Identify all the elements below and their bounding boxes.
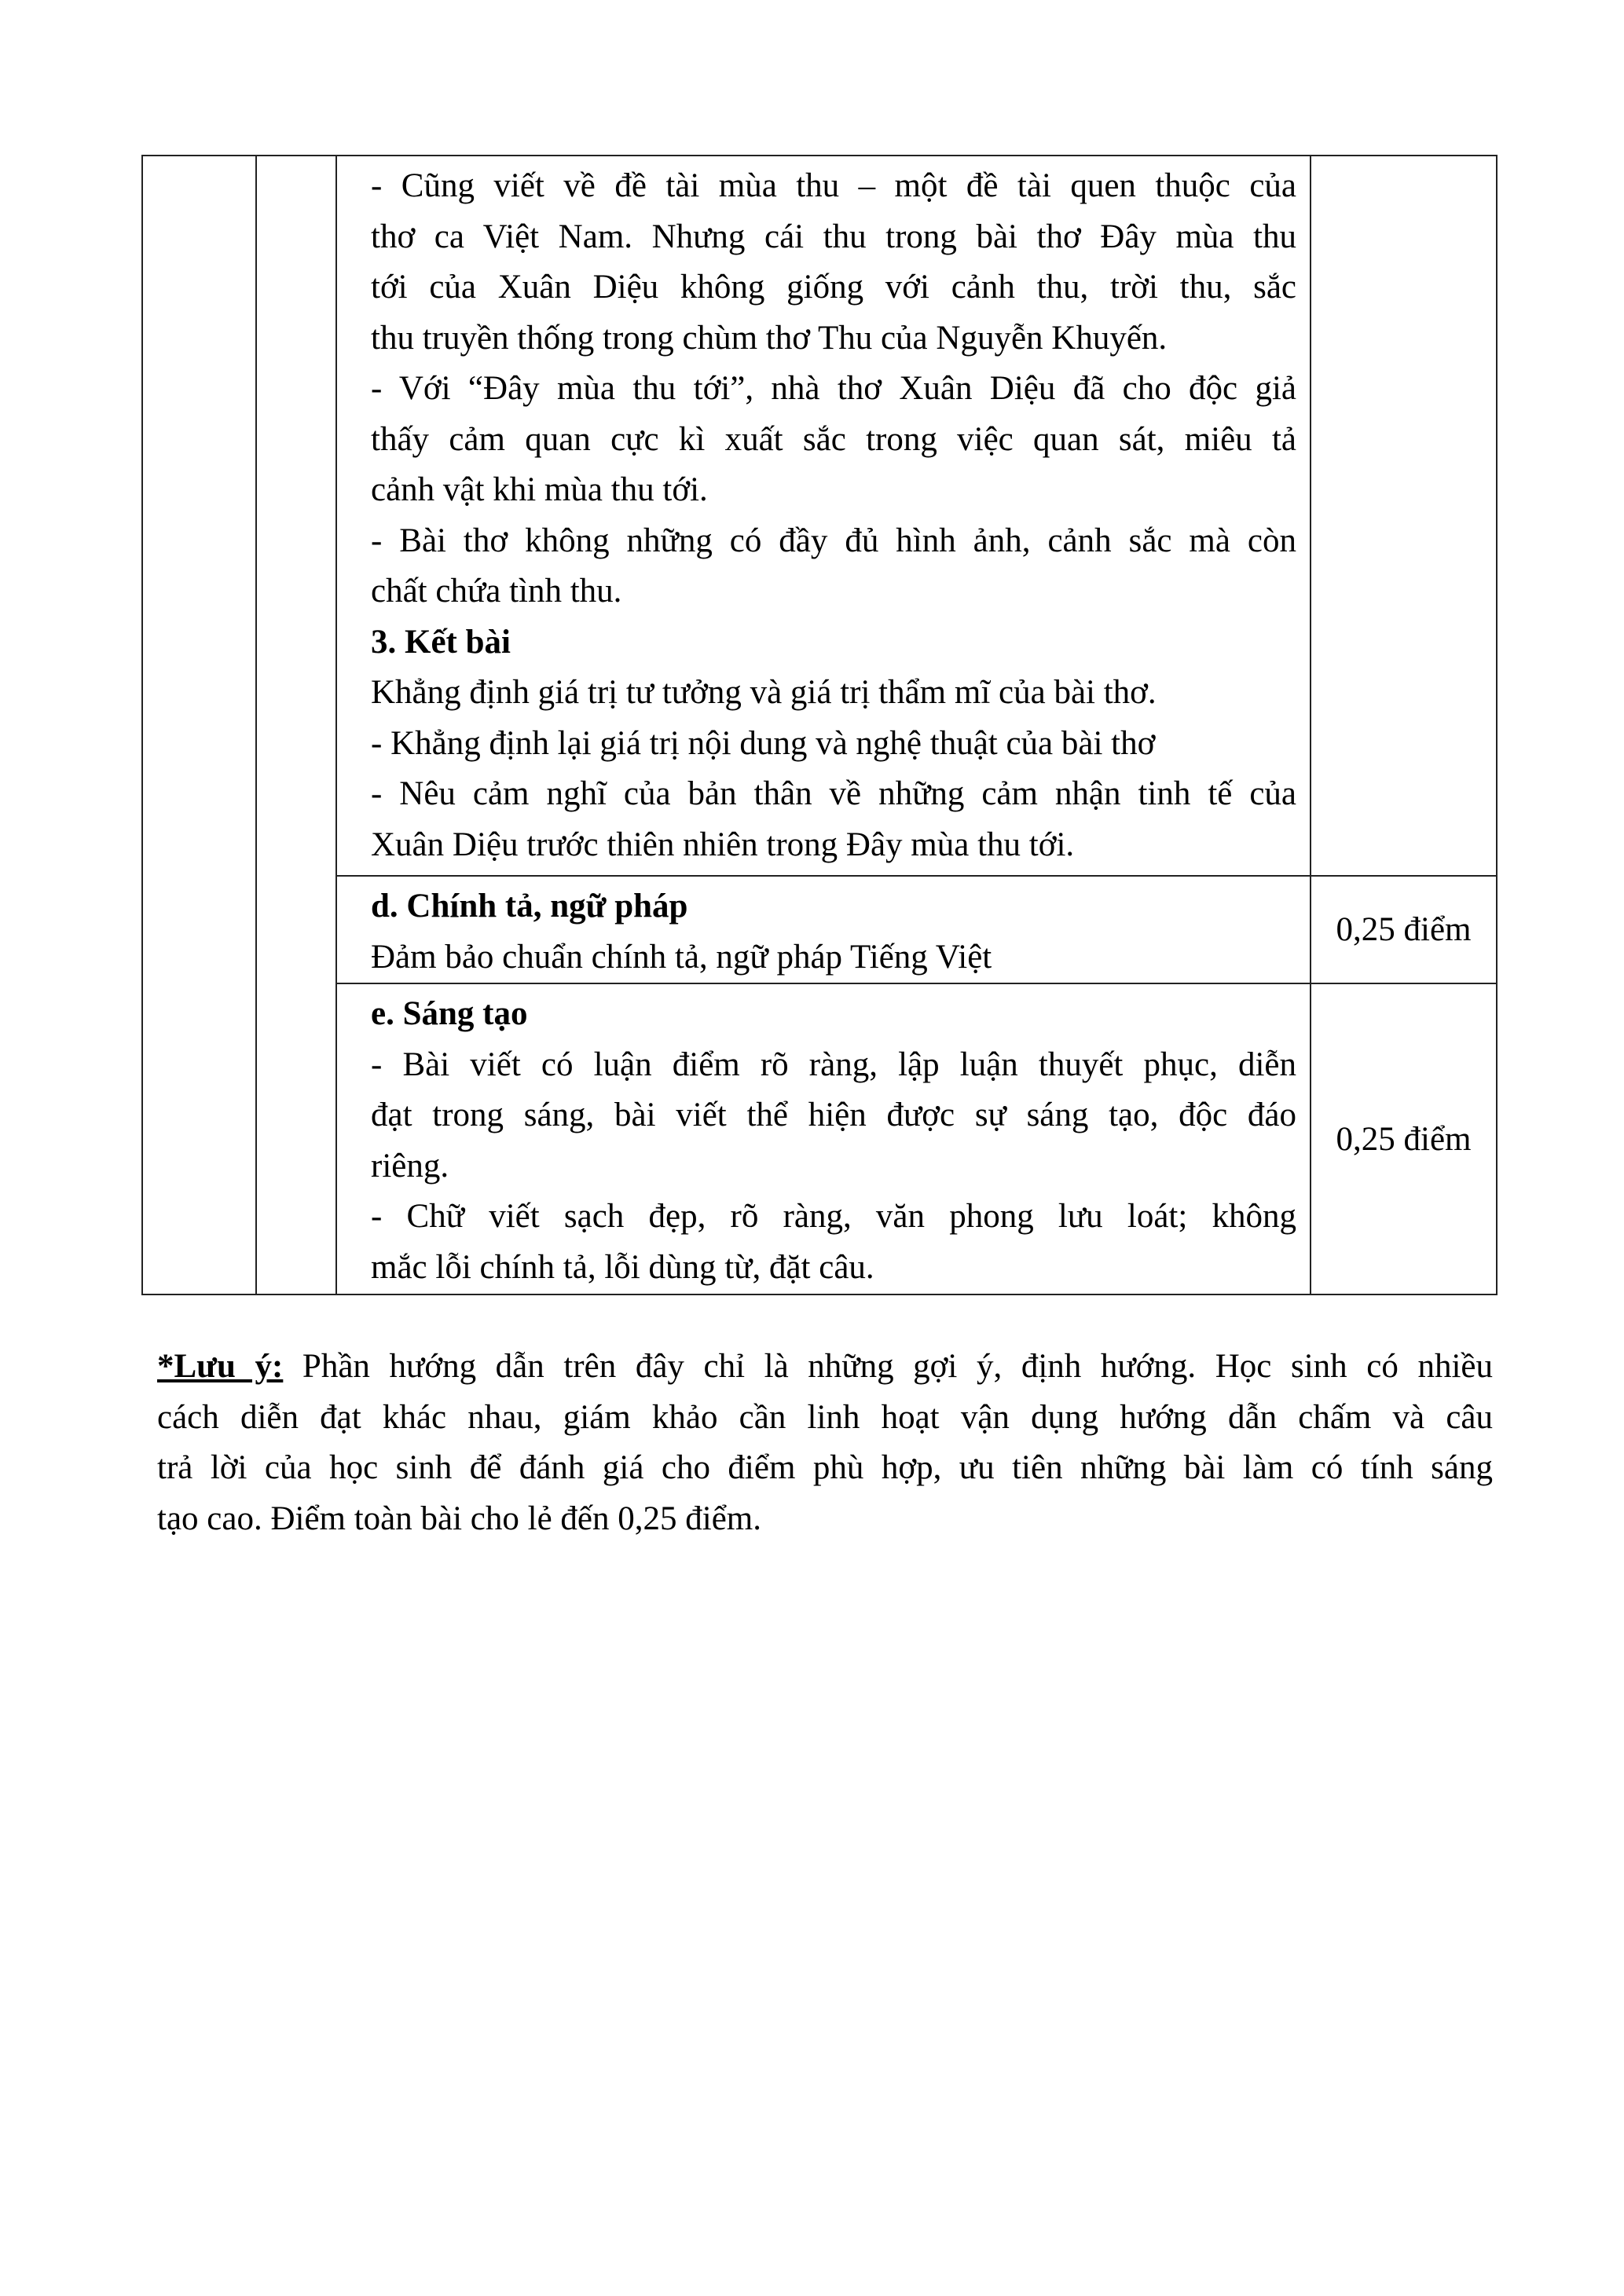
note-line: tạo cao. Điểm toàn bài cho lẻ đến 0,25 điểm. [157, 1500, 761, 1537]
empty-cell-2 [256, 156, 336, 1294]
score-cell: 0,25 điểm [1311, 876, 1497, 983]
note-line [157, 1342, 1493, 1393]
score-cell-empty [1311, 156, 1497, 876]
score-cell: 0,25 điểm [1311, 983, 1497, 1294]
text-line: chất chứa tình thu. [371, 573, 622, 610]
text-line: - Bài thơ không những có đầy đủ hình ảnh, cảnh sắc mà còn [371, 522, 1296, 559]
text-line: thơ ca Việt Nam. Nhưng cái thu trong bài thơ Đây mùa thu [371, 218, 1296, 255]
content-cell-main [336, 156, 1311, 876]
text-line: - Cũng viết về đề tài mùa thu – một đề tài quen thuộc của [371, 167, 1296, 204]
table-row [142, 983, 1497, 1294]
note-line: cách diễn đạt khác nhau, giám khảo cần linh hoạt vận dụng hướng dẫn chấm và câu [157, 1398, 1493, 1436]
text-line: - Nêu cảm nghĩ của bản thân về những cảm nhận tinh tế của [371, 775, 1296, 812]
section-heading: d. Chính tả, ngữ pháp [371, 888, 688, 925]
content-cell-d [336, 876, 1311, 983]
text-line: - Khẳng định lại giá trị nội dung và nghệ thuật của bài thơ [371, 724, 1156, 762]
text-line: thu truyền thống trong chùm thơ Thu của Nguyễn Khuyến. [371, 319, 1168, 357]
text-line: Xuân Diệu trước thiên nhiên trong Đây mùa thu tới. [371, 826, 1075, 863]
section-heading: 3. Kết bài [371, 623, 511, 661]
empty-cell-1 [142, 156, 256, 1294]
table-row [142, 876, 1497, 983]
text-line: Đảm bảo chuẩn chính tả, ngữ pháp Tiếng Việt [371, 938, 992, 976]
text-line: cảnh vật khi mùa thu tới. [371, 471, 708, 508]
text-line: tới của Xuân Diệu không giống với cảnh thu, trời thu, sắc [371, 269, 1296, 306]
text-line: đạt trong sáng, bài viết thể hiện được sự sáng tạo, độc đáo [371, 1097, 1296, 1133]
content-cell-e [336, 983, 1311, 1294]
text-line: - Bài viết có luận điểm rõ ràng, lập luận thuyết phục, diễn [371, 1045, 1296, 1083]
text-line: Khẳng định giá trị tư tưởng và giá trị thẩm mĩ của bài thơ. [371, 674, 1157, 711]
text-line: thấy cảm quan cực kì xuất sắc trong việc quan sát, miêu tả [371, 420, 1296, 458]
note-paragraph [157, 1342, 1493, 1544]
note-text: Phần hướng dẫn trên đây chỉ là những gợi ý, định hướng. Học sinh có nhiều [283, 1348, 1493, 1385]
grading-table [141, 155, 1498, 1295]
text-line: - Với “Đây mùa thu tới”, nhà thơ Xuân Diệu đã cho độc giả [371, 370, 1296, 407]
note-line: trả lời của học sinh để đánh giá cho điểm phù hợp, ưu tiên những bài làm có tính sáng [157, 1449, 1493, 1486]
section-heading: e. Sáng tạo [371, 995, 528, 1032]
note-label: *Lưu ý: [157, 1348, 284, 1385]
text-line: riêng. [371, 1147, 449, 1185]
text-line: - Chữ viết sạch đẹp, rõ ràng, văn phong lưu loát; không [371, 1198, 1296, 1235]
table-row [142, 156, 1497, 876]
text-line: mắc lỗi chính tả, lỗi dùng từ, đặt câu. [371, 1248, 874, 1286]
